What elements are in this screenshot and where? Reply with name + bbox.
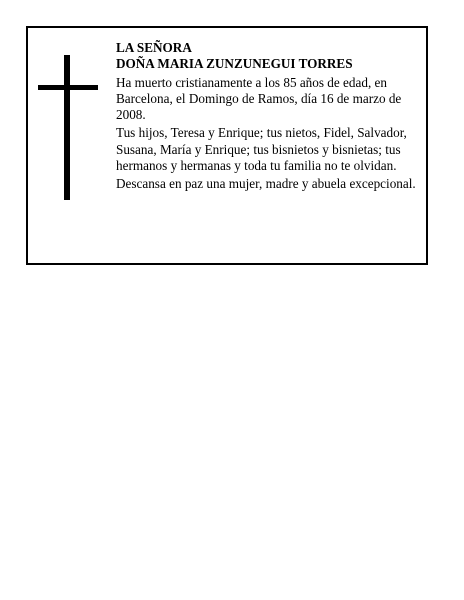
obituary-notice	[26, 26, 428, 265]
cross-icon	[38, 55, 98, 200]
notice-title: LA SEÑORA	[116, 40, 192, 55]
notice-text	[116, 40, 422, 195]
deceased-name: DOÑA MARIA ZUNZUNEGUI TORRES	[116, 56, 353, 72]
cross-vertical-bar	[64, 55, 70, 200]
cross-horizontal-bar	[38, 85, 98, 90]
death-announcement: Ha muerto cristianamente a los 85 años de edad, en Barcelona, el Domingo de Ramos, día 16 de marzo de 2008.	[116, 74, 402, 123]
family-message: Tus hijos, Teresa y Enrique; tus nietos, Fidel, Salvador, Susana, María y Enrique; tus bisnietos y bisnietas; tus hermanos y hermanas y toda tu familia no te olvidan.	[116, 125, 407, 174]
closing-message: Descansa en paz una mujer, madre y abuela excepcional.	[116, 176, 416, 192]
